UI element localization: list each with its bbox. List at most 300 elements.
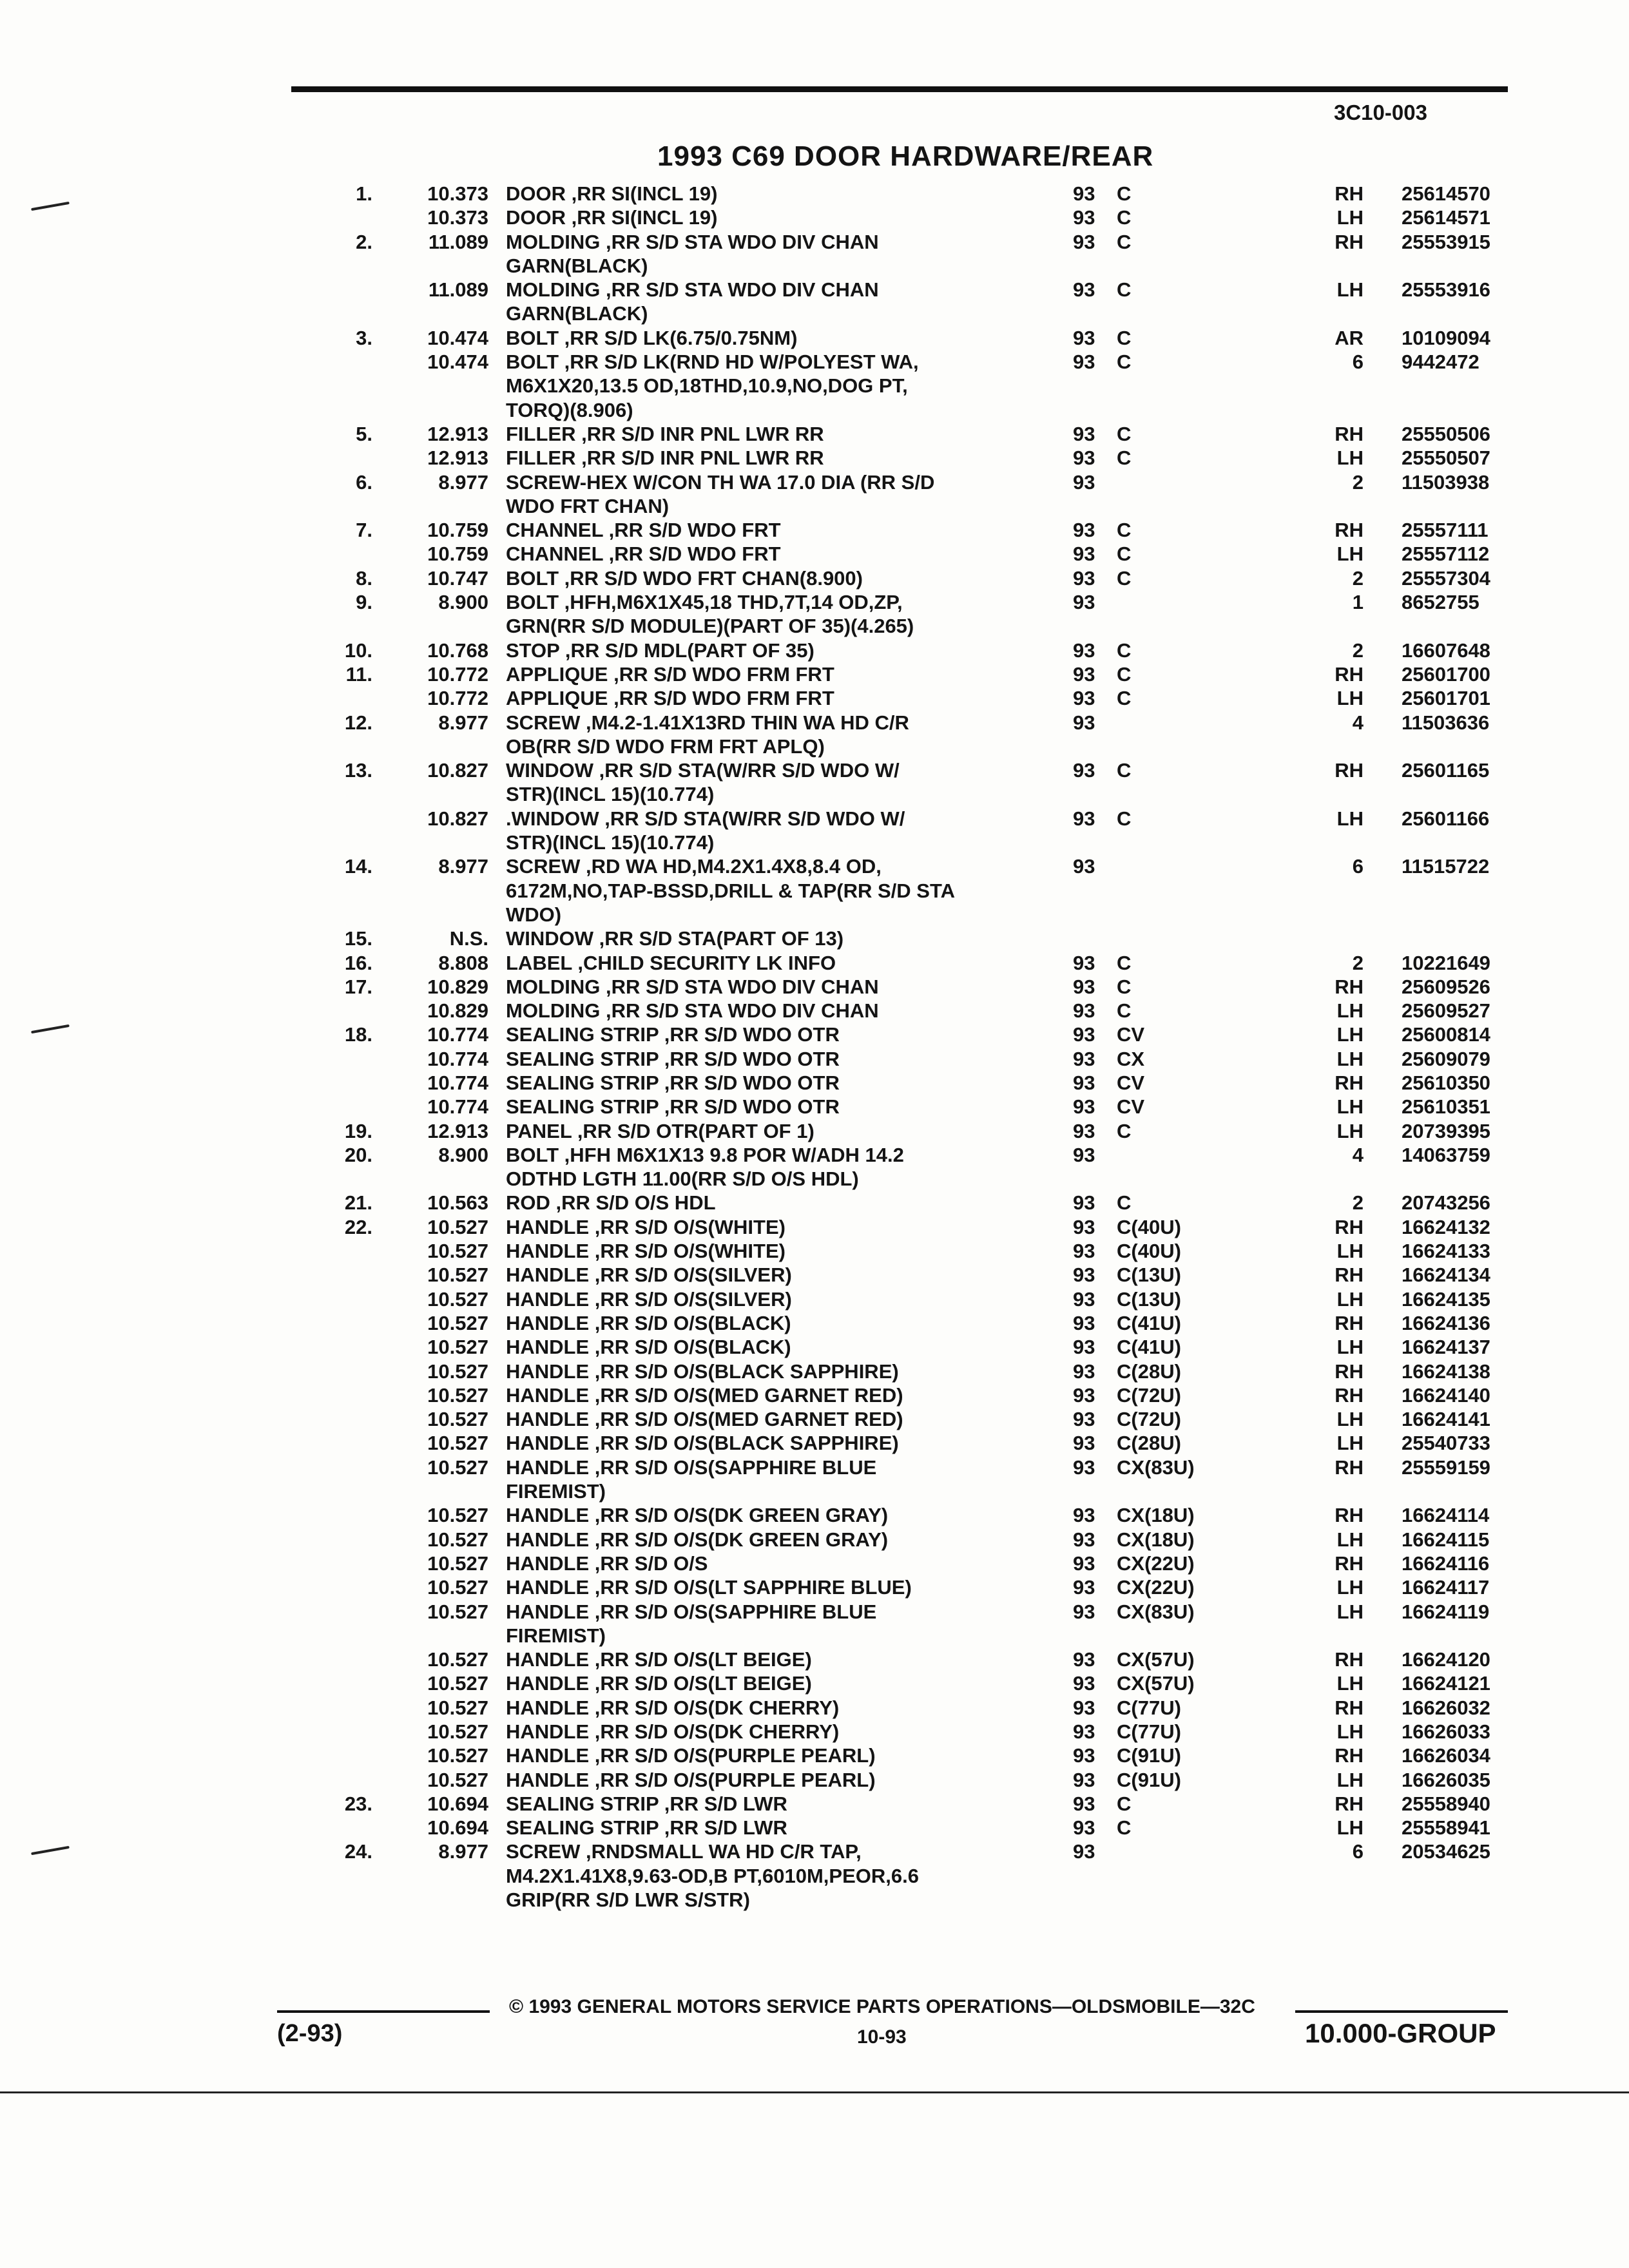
part-number: 11503938 — [1402, 470, 1490, 494]
part-description: HANDLE ,RR S/D O/S(BLACK) — [506, 1311, 791, 1334]
part-number: 16624137 — [1402, 1336, 1490, 1359]
part-description: MOLDING ,RR S/D STA WDO DIV CHAN — [506, 278, 879, 302]
model-year: 93 — [1073, 1432, 1095, 1455]
quantity: LH — [1336, 1336, 1364, 1359]
item-number: 10. — [344, 639, 372, 662]
quantity: LH — [1336, 1720, 1364, 1743]
part-description: WDO) — [506, 903, 562, 926]
part-description: HANDLE ,RR S/D O/S(SILVER) — [506, 1287, 792, 1311]
quantity: RH — [1335, 1264, 1364, 1287]
group-number: 10.527 — [427, 1768, 488, 1791]
model-year: 93 — [1073, 1311, 1095, 1334]
part-number: 25540733 — [1402, 1432, 1490, 1455]
part-number: 16624132 — [1402, 1215, 1490, 1238]
part-description: ODTHD LGTH 11.00(RR S/D O/S HDL) — [506, 1168, 859, 1191]
group-number: 8.977 — [438, 711, 488, 734]
part-number: 25558940 — [1402, 1792, 1490, 1815]
group-number: 10.527 — [427, 1600, 488, 1623]
part-number: 16624138 — [1402, 1360, 1490, 1383]
option-code: C — [1117, 230, 1132, 253]
option-code: CV — [1117, 1095, 1145, 1119]
group-number: 10.527 — [427, 1672, 488, 1695]
item-number: 3. — [356, 326, 372, 349]
part-description: HANDLE ,RR S/D O/S(LT BEIGE) — [506, 1648, 812, 1671]
part-number: 25609079 — [1402, 1047, 1490, 1070]
group-number: 10.527 — [427, 1408, 488, 1431]
group-number: 10.563 — [427, 1191, 488, 1215]
option-code: C — [1117, 566, 1132, 590]
part-description: HANDLE ,RR S/D O/S(DK GREEN GRAY) — [506, 1504, 889, 1527]
part-description: BOLT ,HFH,M6X1X45,18 THD,7T,14 OD,ZP, — [506, 591, 903, 614]
part-description: HANDLE ,RR S/D O/S(BLACK SAPPHIRE) — [506, 1360, 899, 1383]
part-number: 8652755 — [1402, 591, 1480, 614]
group-number: N.S. — [449, 927, 488, 950]
part-description: SEALING STRIP ,RR S/D WDO OTR — [506, 1095, 840, 1119]
model-year: 93 — [1073, 1336, 1095, 1359]
table-row — [0, 1263, 1629, 1287]
table-row — [0, 1552, 1629, 1575]
group-number: 10.829 — [427, 975, 488, 998]
page-number: 10-93 — [857, 2026, 907, 2048]
part-description: HANDLE ,RR S/D O/S(PURPLE PEARL) — [506, 1768, 876, 1791]
part-number: 25610350 — [1402, 1071, 1490, 1094]
model-year: 93 — [1073, 230, 1095, 253]
option-code: C — [1117, 759, 1132, 782]
model-year: 93 — [1073, 326, 1095, 349]
option-code: C — [1117, 807, 1132, 830]
part-description: HANDLE ,RR S/D O/S(DK GREEN GRAY) — [506, 1528, 889, 1551]
table-row — [0, 350, 1629, 374]
part-number: 11515722 — [1402, 855, 1490, 878]
quantity: 4 — [1352, 711, 1364, 734]
part-number: 16624133 — [1402, 1240, 1490, 1263]
option-code: CX — [1117, 1047, 1145, 1070]
part-description: .WINDOW ,RR S/D STA(W/RR S/D WDO W/ — [506, 807, 905, 830]
part-number: 16607648 — [1402, 639, 1490, 662]
group-number: 11.089 — [428, 230, 488, 253]
option-code: C — [1117, 326, 1132, 349]
part-description: MOLDING ,RR S/D STA WDO DIV CHAN — [506, 230, 879, 253]
part-description: STR)(INCL 15)(10.774) — [506, 783, 715, 806]
option-code: CX(57U) — [1117, 1672, 1195, 1695]
model-year: 93 — [1073, 639, 1095, 662]
group-number: 8.808 — [438, 951, 488, 974]
quantity: LH — [1336, 1816, 1364, 1840]
table-row — [0, 422, 1629, 446]
option-code: CX(57U) — [1117, 1648, 1195, 1671]
option-code: C(28U) — [1117, 1432, 1181, 1455]
model-year: 93 — [1073, 855, 1095, 878]
model-year: 93 — [1073, 1047, 1095, 1070]
table-row — [0, 206, 1629, 229]
quantity: LH — [1336, 1240, 1364, 1263]
item-number: 18. — [344, 1023, 372, 1046]
table-row — [0, 1671, 1629, 1695]
group-number: 10.527 — [427, 1240, 488, 1263]
option-code: C — [1117, 543, 1132, 566]
part-number: 25601701 — [1402, 687, 1490, 710]
group-number: 10.527 — [427, 1311, 488, 1334]
table-row — [0, 1600, 1629, 1624]
item-number: 22. — [344, 1215, 372, 1238]
item-number: 13. — [344, 759, 372, 782]
part-description: BOLT ,RR S/D LK(RND HD W/POLYEST WA, — [506, 351, 919, 374]
option-code: CX(22U) — [1117, 1552, 1195, 1575]
quantity: 2 — [1352, 470, 1364, 494]
item-number: 6. — [356, 470, 372, 494]
quantity: RH — [1335, 1648, 1364, 1671]
quantity: LH — [1336, 1600, 1364, 1623]
part-number: 25609527 — [1402, 999, 1490, 1023]
model-year: 93 — [1073, 1191, 1095, 1215]
part-description: HANDLE ,RR S/D O/S(BLACK) — [506, 1336, 791, 1359]
table-row — [0, 879, 1629, 903]
table-row — [0, 1456, 1629, 1479]
quantity: LH — [1336, 543, 1364, 566]
part-description: HANDLE ,RR S/D O/S(WHITE) — [506, 1240, 786, 1263]
table-row — [0, 1191, 1629, 1215]
item-number: 11. — [345, 662, 372, 686]
table-row — [0, 542, 1629, 566]
footer-rule-left — [277, 2010, 490, 2013]
table-row — [0, 254, 1629, 278]
option-code: C — [1117, 519, 1132, 542]
group-number: 10.527 — [427, 1336, 488, 1359]
part-number: 16624116 — [1402, 1552, 1490, 1575]
quantity: AR — [1335, 326, 1364, 349]
group-number: 10.527 — [427, 1528, 488, 1551]
table-row — [0, 1119, 1629, 1143]
quantity: LH — [1336, 278, 1364, 302]
part-description: FIREMIST) — [506, 1624, 606, 1647]
part-number: 20534625 — [1402, 1840, 1490, 1863]
parts-list — [0, 182, 1629, 1912]
part-number: 25614571 — [1402, 206, 1490, 229]
part-number: 25550507 — [1402, 447, 1490, 470]
model-year: 93 — [1073, 1408, 1095, 1431]
quantity: LH — [1336, 999, 1364, 1023]
item-number: 2. — [356, 230, 372, 253]
item-number: 8. — [356, 566, 372, 590]
quantity: RH — [1335, 1071, 1364, 1094]
model-year: 93 — [1073, 1720, 1095, 1743]
quantity: 1 — [1352, 591, 1364, 614]
quantity: LH — [1336, 1672, 1364, 1695]
model-year: 93 — [1073, 1576, 1095, 1599]
part-number: 25558941 — [1402, 1816, 1490, 1840]
part-number: 11503636 — [1402, 711, 1490, 734]
group-number: 8.977 — [438, 1840, 488, 1863]
part-number: 16624140 — [1402, 1383, 1490, 1407]
table-row — [0, 1840, 1629, 1863]
option-code: C(40U) — [1117, 1240, 1181, 1263]
model-year: 93 — [1073, 1071, 1095, 1094]
part-description: HANDLE ,RR S/D O/S — [506, 1552, 708, 1575]
part-description: SCREW ,M4.2-1.41X13RD THIN WA HD C/R — [506, 711, 909, 734]
part-description: GARN(BLACK) — [506, 254, 648, 277]
part-number: 25601700 — [1402, 662, 1490, 686]
model-year: 93 — [1073, 687, 1095, 710]
table-row — [0, 1816, 1629, 1840]
part-number: 25601165 — [1402, 759, 1490, 782]
item-number: 19. — [344, 1119, 372, 1142]
table-row — [0, 566, 1629, 590]
group-number: 10.694 — [427, 1792, 488, 1815]
option-code: C(41U) — [1117, 1311, 1181, 1334]
model-year: 93 — [1073, 591, 1095, 614]
model-year: 93 — [1073, 182, 1095, 205]
item-number: 7. — [356, 519, 372, 542]
group-number: 12.913 — [427, 422, 488, 445]
model-year: 93 — [1073, 278, 1095, 302]
page-code: 3C10-003 — [1334, 101, 1427, 124]
quantity: RH — [1335, 1792, 1364, 1815]
table-row — [0, 782, 1629, 806]
table-row — [0, 182, 1629, 206]
table-row — [0, 1792, 1629, 1816]
group-number: 10.772 — [427, 687, 488, 710]
quantity: 6 — [1352, 1840, 1364, 1863]
part-number: 20743256 — [1402, 1191, 1490, 1215]
model-year: 93 — [1073, 519, 1095, 542]
option-code: C(13U) — [1117, 1287, 1181, 1311]
part-description: SEALING STRIP ,RR S/D WDO OTR — [506, 1071, 840, 1094]
item-number: 24. — [344, 1840, 372, 1863]
date-code: (2-93) — [277, 2020, 343, 2047]
table-row — [0, 927, 1629, 950]
quantity: RH — [1335, 759, 1364, 782]
group-number: 8.900 — [438, 591, 488, 614]
table-row — [0, 1888, 1629, 1912]
part-description: APPLIQUE ,RR S/D WDO FRM FRT — [506, 687, 834, 710]
option-code: C — [1117, 1191, 1132, 1215]
group-number: 10.827 — [427, 759, 488, 782]
group-number: 12.913 — [427, 447, 488, 470]
option-code: CV — [1117, 1023, 1145, 1046]
table-row — [0, 711, 1629, 735]
table-row — [0, 1479, 1629, 1503]
table-row — [0, 1696, 1629, 1720]
group-number: 10.768 — [427, 639, 488, 662]
group-number: 10.527 — [427, 1264, 488, 1287]
table-row — [0, 1431, 1629, 1455]
quantity: LH — [1336, 1768, 1364, 1791]
table-row — [0, 639, 1629, 662]
part-description: WDO FRT CHAN) — [506, 494, 670, 517]
model-year: 93 — [1073, 470, 1095, 494]
table-row — [0, 1720, 1629, 1744]
part-description: SEALING STRIP ,RR S/D LWR — [506, 1816, 787, 1840]
part-description: HANDLE ,RR S/D O/S(MED GARNET RED) — [506, 1408, 903, 1431]
part-description: SEALING STRIP ,RR S/D WDO OTR — [506, 1023, 840, 1046]
item-number: 12. — [344, 711, 372, 734]
model-year: 93 — [1073, 1095, 1095, 1119]
table-row — [0, 1575, 1629, 1599]
quantity: LH — [1336, 206, 1364, 229]
part-number: 10109094 — [1402, 326, 1490, 349]
part-description: CHANNEL ,RR S/D WDO FRT — [506, 519, 781, 542]
table-row — [0, 1215, 1629, 1239]
group-number: 10.694 — [427, 1816, 488, 1840]
option-code: C — [1117, 999, 1132, 1023]
table-row — [0, 1167, 1629, 1191]
part-description: HANDLE ,RR S/D O/S(MED GARNET RED) — [506, 1383, 903, 1407]
table-row — [0, 854, 1629, 878]
part-description: HANDLE ,RR S/D O/S(PURPLE PEARL) — [506, 1744, 876, 1767]
table-row — [0, 1768, 1629, 1792]
group-number: 10.527 — [427, 1648, 488, 1671]
part-description: LABEL ,CHILD SECURITY LK INFO — [506, 951, 836, 974]
group-number: 10.774 — [427, 1071, 488, 1094]
part-number: 25557112 — [1402, 543, 1490, 566]
table-row — [0, 1239, 1629, 1263]
part-description: M6X1X20,13.5 OD,18THD,10.9,NO,DOG PT, — [506, 374, 908, 398]
model-year: 93 — [1073, 711, 1095, 734]
part-description: BOLT ,HFH M6X1X13 9.8 POR W/ADH 14.2 — [506, 1143, 904, 1166]
model-year: 93 — [1073, 566, 1095, 590]
option-code: C — [1117, 662, 1132, 686]
item-number: 17. — [344, 975, 372, 998]
table-row — [0, 1864, 1629, 1888]
group-number: 10.527 — [427, 1383, 488, 1407]
group-number: 12.913 — [427, 1119, 488, 1142]
quantity: RH — [1335, 1744, 1364, 1767]
model-year: 93 — [1073, 1696, 1095, 1719]
option-code: C(28U) — [1117, 1360, 1181, 1383]
quantity: RH — [1335, 1215, 1364, 1238]
top-rule — [291, 86, 1508, 92]
option-code: C(41U) — [1117, 1336, 1181, 1359]
footer-rule-right — [1295, 2010, 1508, 2013]
part-description: MOLDING ,RR S/D STA WDO DIV CHAN — [506, 999, 879, 1023]
option-code: C — [1117, 1816, 1132, 1840]
part-number: 10221649 — [1402, 951, 1490, 974]
group-number: 10.759 — [427, 543, 488, 566]
model-year: 93 — [1073, 1552, 1095, 1575]
table-row — [0, 518, 1629, 542]
quantity: 4 — [1352, 1143, 1364, 1166]
quantity: LH — [1336, 447, 1364, 470]
table-row — [0, 1047, 1629, 1071]
part-description: GRN(RR S/D MODULE)(PART OF 35)(4.265) — [506, 615, 914, 638]
group-number: 10.827 — [427, 807, 488, 830]
table-row — [0, 999, 1629, 1023]
part-number: 16626034 — [1402, 1744, 1490, 1767]
table-row — [0, 1360, 1629, 1383]
part-number: 16624134 — [1402, 1264, 1490, 1287]
group-number: 10.527 — [427, 1744, 488, 1767]
part-number: 16624117 — [1402, 1576, 1490, 1599]
table-row — [0, 1071, 1629, 1095]
item-number: 23. — [344, 1792, 372, 1815]
model-year: 93 — [1073, 1672, 1095, 1695]
group-number: 10.747 — [427, 566, 488, 590]
table-row — [0, 446, 1629, 470]
part-number: 25557111 — [1402, 519, 1489, 542]
part-description: DOOR ,RR SI(INCL 19) — [506, 182, 718, 205]
option-code: C(77U) — [1117, 1696, 1181, 1719]
part-description: OB(RR S/D WDO FRM FRT APLQ) — [506, 735, 825, 758]
part-description: SCREW-HEX W/CON TH WA 17.0 DIA (RR S/D — [506, 470, 935, 494]
quantity: LH — [1336, 1576, 1364, 1599]
part-number: 16624115 — [1402, 1528, 1490, 1551]
model-year: 93 — [1073, 1744, 1095, 1767]
part-description: STR)(INCL 15)(10.774) — [506, 831, 715, 854]
part-description: BOLT ,RR S/D LK(6.75/0.75NM) — [506, 326, 798, 349]
model-year: 93 — [1073, 422, 1095, 445]
part-description: M4.2X1.41X8,9.63-OD,B PT,6010M,PEOR,6.6 — [506, 1864, 919, 1887]
table-row — [0, 1407, 1629, 1431]
quantity: RH — [1335, 422, 1364, 445]
part-description: FILLER ,RR S/D INR PNL LWR RR — [506, 422, 824, 445]
model-year: 93 — [1073, 1816, 1095, 1840]
table-row — [0, 662, 1629, 686]
part-description: GRIP(RR S/D LWR S/STR) — [506, 1888, 750, 1912]
item-number: 5. — [356, 422, 372, 445]
table-row — [0, 1287, 1629, 1311]
quantity: 2 — [1352, 639, 1364, 662]
part-number: 25553915 — [1402, 230, 1490, 253]
quantity: RH — [1335, 1696, 1364, 1719]
model-year: 93 — [1073, 447, 1095, 470]
part-description: FIREMIST) — [506, 1480, 606, 1503]
part-number: 25600814 — [1402, 1023, 1490, 1046]
item-number: 16. — [344, 951, 372, 974]
quantity: LH — [1336, 1023, 1364, 1046]
part-number: 14063759 — [1402, 1143, 1490, 1166]
part-description: HANDLE ,RR S/D O/S(SAPPHIRE BLUE — [506, 1600, 877, 1623]
group-number: 10.527 — [427, 1215, 488, 1238]
model-year: 93 — [1073, 1143, 1095, 1166]
part-number: 16624120 — [1402, 1648, 1490, 1671]
option-code: CX(83U) — [1117, 1456, 1195, 1479]
quantity: 6 — [1352, 351, 1364, 374]
table-row — [0, 1023, 1629, 1046]
option-code: C — [1117, 278, 1132, 302]
quantity: LH — [1336, 807, 1364, 830]
part-description: HANDLE ,RR S/D O/S(BLACK SAPPHIRE) — [506, 1432, 899, 1455]
group-number: 11.089 — [428, 278, 488, 302]
model-year: 93 — [1073, 206, 1095, 229]
part-description: CHANNEL ,RR S/D WDO FRT — [506, 543, 781, 566]
part-number: 25614570 — [1402, 182, 1490, 205]
part-number: 25557304 — [1402, 566, 1490, 590]
option-code: CX(83U) — [1117, 1600, 1195, 1623]
part-number: 16624114 — [1402, 1504, 1490, 1527]
model-year: 93 — [1073, 1504, 1095, 1527]
copyright-notice: © 1993 GENERAL MOTORS SERVICE PARTS OPERATIONS—OLDSMOBILE—32C — [509, 1996, 1255, 2017]
table-row — [0, 1744, 1629, 1767]
group-number: 10.527 — [427, 1696, 488, 1719]
part-number: 9442472 — [1402, 351, 1480, 374]
table-row — [0, 1095, 1629, 1119]
table-row — [0, 686, 1629, 710]
quantity: LH — [1336, 687, 1364, 710]
model-year: 93 — [1073, 1768, 1095, 1791]
model-year: 93 — [1073, 1119, 1095, 1142]
item-number: 9. — [356, 591, 372, 614]
item-number: 14. — [344, 855, 372, 878]
quantity: 2 — [1352, 566, 1364, 590]
group-number: 10.527 — [427, 1360, 488, 1383]
group-label: 10.000-GROUP — [1305, 2018, 1496, 2048]
model-year: 93 — [1073, 1023, 1095, 1046]
group-number: 10.759 — [427, 519, 488, 542]
table-row — [0, 1311, 1629, 1335]
table-row — [0, 398, 1629, 422]
quantity: RH — [1335, 975, 1364, 998]
item-number: 20. — [344, 1143, 372, 1166]
